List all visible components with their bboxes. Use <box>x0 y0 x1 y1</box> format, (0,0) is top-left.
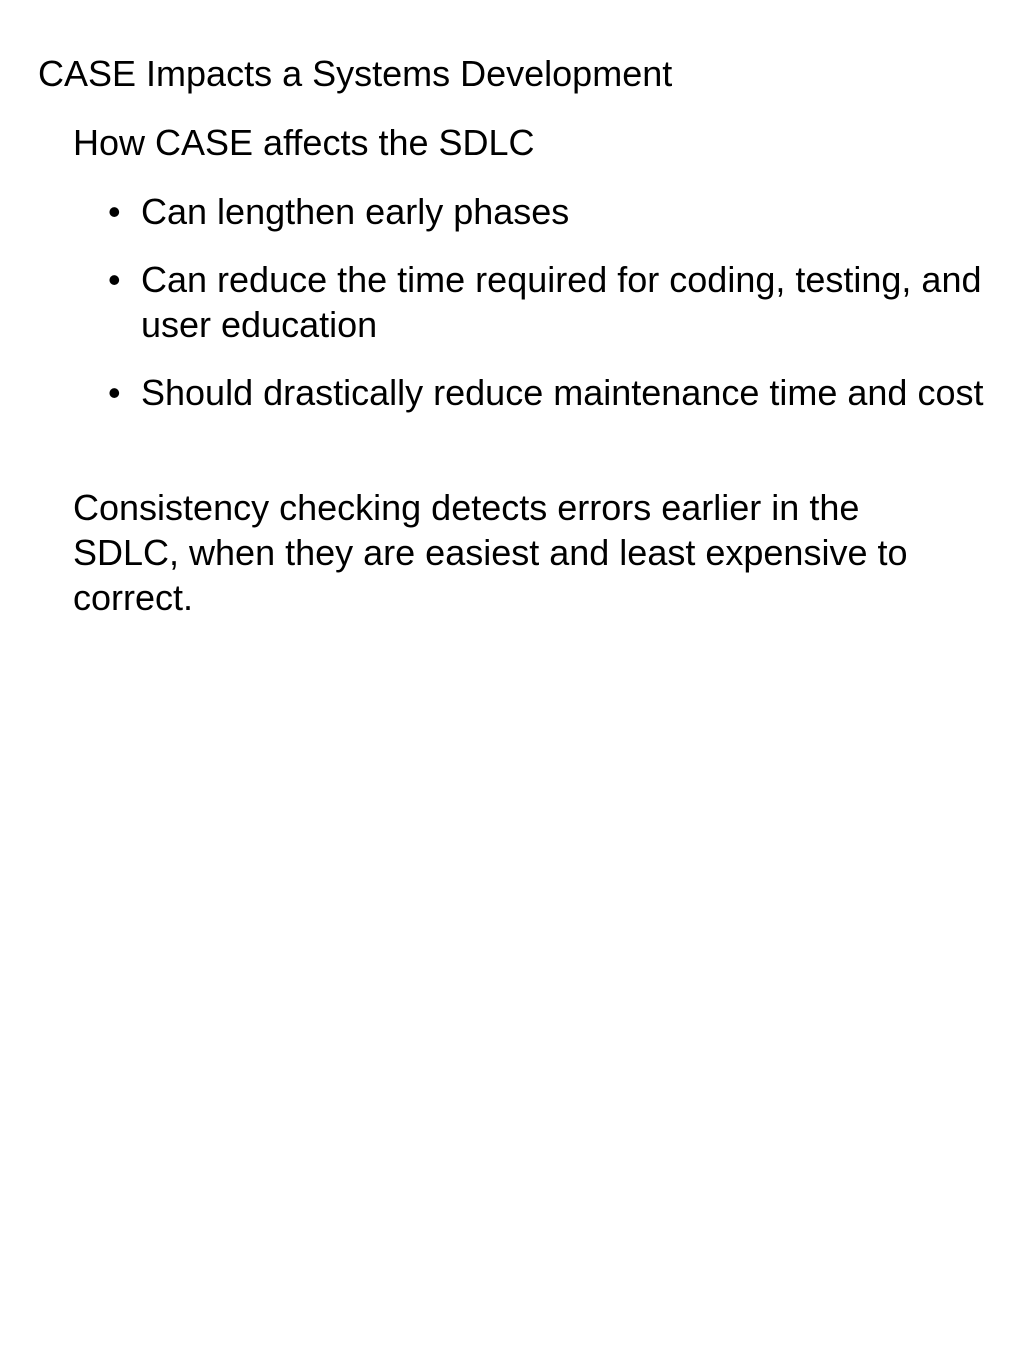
bullet-text: Can reduce the time required for coding, testing, and user education <box>141 259 982 345</box>
bullet-item <box>108 370 988 415</box>
bullet-item <box>108 189 988 234</box>
consistency-paragraph: Consistency checking detects errors earlier in the SDLC, when they are easiest and least expensive to correct. <box>73 487 908 618</box>
bullet-item <box>108 257 988 347</box>
bullet-dot-icon: • <box>108 372 121 413</box>
bullet-text: Can lengthen early phases <box>141 191 570 232</box>
bullet-dot-icon: • <box>108 191 121 232</box>
slide-title: CASE Impacts a Systems Development <box>38 53 673 94</box>
bullet-dot-icon: • <box>108 259 121 300</box>
section-subheading: How CASE affects the SDLC <box>73 122 535 163</box>
bullet-text: Should drastically reduce maintenance time and cost <box>141 372 984 413</box>
bullet-list <box>108 189 988 438</box>
